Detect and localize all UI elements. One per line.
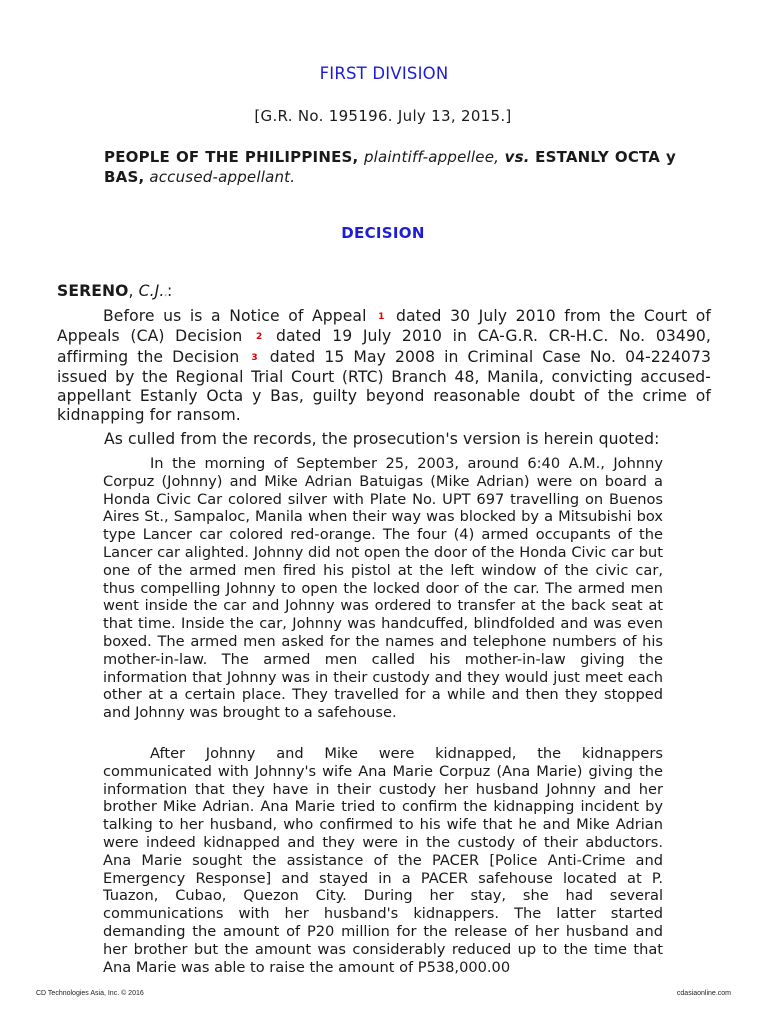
appellee-name: PEOPLE OF THE PHILIPPINES, (104, 148, 359, 166)
ponente-title: C.J. (138, 282, 165, 300)
appellee-role: plaintiff-appellee, (363, 148, 500, 166)
case-parties (104, 147, 676, 187)
case-number: [G.R. No. 195196. July 13, 2015.] (254, 107, 512, 125)
footnote-link-2[interactable]: 2 (255, 332, 263, 343)
paragraph-2: As culled from the records, the prosecution's version is herein quoted: (104, 430, 660, 448)
versus-label: vs. (504, 148, 530, 166)
quoted-paragraph-1 (103, 455, 663, 722)
paragraph-1-text-c: dated 19 July 2010 in CA-G.R. CR-H.C. No. 03490, affirming the Decision (57, 327, 711, 366)
ponente-footnote-marker[interactable]: * (164, 294, 167, 300)
paragraph-1-text-a: Before us is a Notice of Appeal (103, 307, 367, 326)
footer-site[interactable]: cdasiaonline.com (676, 990, 731, 997)
appellant-role: accused-appellant. (149, 168, 296, 186)
ponente-name: SERENO (57, 282, 129, 300)
paragraph-1-text-b: dated 30 July 2010 from the Court of Appeals (CA) Decision (57, 307, 712, 346)
division-heading: FIRST DIVISION (319, 64, 449, 83)
quoted-paragraph-1-text: In the morning of September 25, 2003, around 6:40 A.M., Johnny Corpuz (Johnny) and Mike Adrian Batuigas (Mike Adrian) were on board a Honda Civic Car colored silver with Plate No. UPT 697 travelling on Buenos Aires St., Sampaloc, Manila when their way was blocked by a Mitsubishi box type Lancer car colored red-orange. The four (4) armed occupants of the Lancer car alighted. Johnny did not open the door of the Honda Civic car but one of the armed men fired his pistol at the left window of the civic car, thus compelling Johnny to open the locked door of the car. The armed men went inside the car and Johnny was ordered to transfer at the back seat at that time. Inside the car, Johnny was handcuffed, blindfolded and was even boxed. The armed men asked for the names and telephone numbers of his mother-in-law. The armed men called his mother-in-law giving the information that Johnny was in their custody and they would just meet each other at a certain place. They travelled for a while and then they stopped and Johnny was brought to a safehouse. (103, 455, 663, 722)
decision-heading: DECISION (341, 224, 425, 242)
footnote-link-3[interactable]: 3 (251, 352, 258, 363)
paragraph-1-text-d: dated 15 May 2008 in Criminal Case No. 04-224073 issued by the Regional Trial Court (RTC) Branch 48, Manila, convicting accused-appellant Estanly Octa y Bas, guilty beyond reasonable doubt of the crime of kidnapping for ransom. (57, 347, 711, 425)
footer-copyright: CD Technologies Asia, Inc. © 2016 (36, 990, 144, 997)
quoted-paragraph-2 (103, 745, 663, 976)
appellant-name: ESTANLY OCTA y BAS, (104, 148, 677, 186)
quoted-paragraph-2-text: After Johnny and Mike were kidnapped, the kidnappers communicated with Johnny's wife Ana Marie Corpuz (Ana Marie) giving the information that they have in their custody her husband Johnny and her brother Mike Adrian. Ana Marie tried to confirm the kidnapping incident by talking to her husband, who confirmed to his wife that he and Mike Adrian were indeed kidnapped and they were in the custody of their abductors. Ana Marie sought the assistance of the PACER [Police Anti-Crime and Emergency Response] and stayed in a PACER safehouse located at P. Tuazon, Cubao, Quezon City. During her stay, she had several communications with her husband's kidnappers. The latter started demanding the amount of P20 million for the release of her husband and her brother but the amount was considerably reduced up to the time that Ana Marie was able to raise the amount of P538,000.00 (103, 745, 663, 976)
opening-paragraph: SERENO, C.J.*: Before us is a Notice of Appeal 1 dated 30 July 2010 from the Court of Appeals (CA) Decision 2 dated 19 July 2010 in CA-G.R. CR-H.C. No. 03490, affirming the Decision 3 dated 15 May 2008 in Criminal Case No. 04-224073 issued by the Regional Trial Court (RTC) Branch 48, Manila, convicting accused-appellant Estanly Octa y Bas, guilty beyond reasonable doubt of the crime of kidnapping for ransom. (57, 282, 712, 425)
footnote-link-1[interactable]: 1 (378, 312, 385, 323)
